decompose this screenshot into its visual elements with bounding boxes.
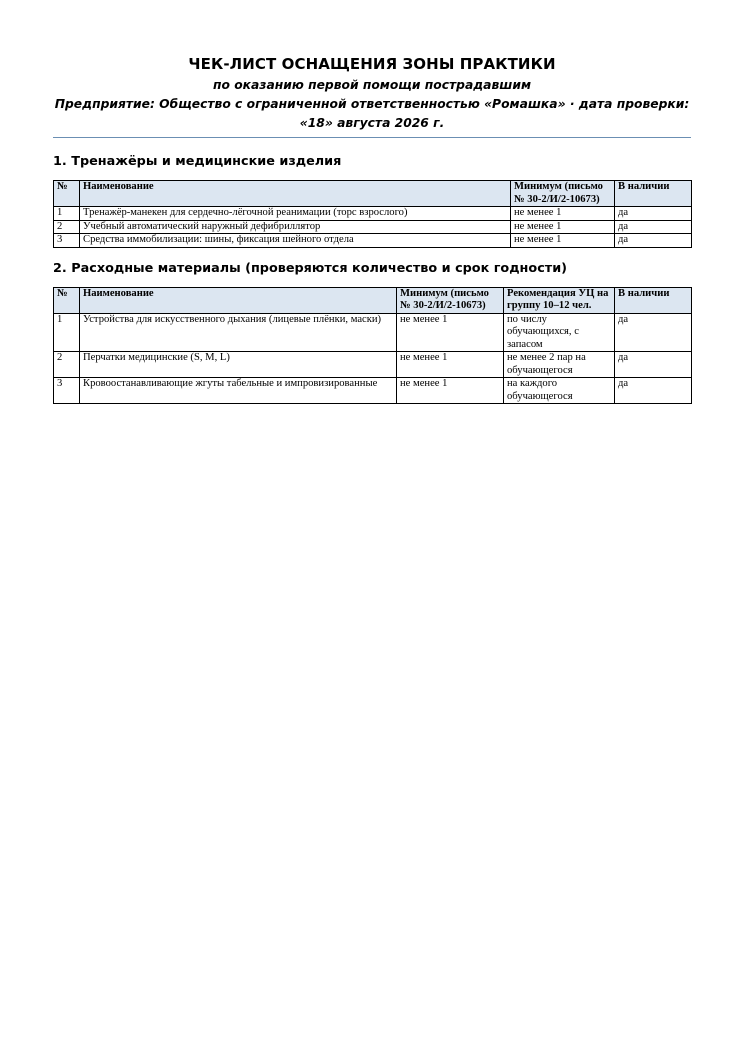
column-header-min: Минимум (письмо № 30-2/И/2-10673) [397, 287, 504, 313]
column-header-num: № [54, 287, 80, 313]
cell-min: не менее 1 [397, 313, 504, 352]
cell-name: Кровоостанавливающие жгуты табельные и импровизированные [80, 378, 397, 404]
section-2-title: 2. Расходные материалы (проверяются количество и срок годности) [53, 260, 568, 276]
column-header-name: Наименование [80, 287, 397, 313]
cell-name: Средства иммобилизации: шины, фиксация шейного отдела [80, 234, 511, 248]
cell-num: 2 [54, 220, 80, 234]
table-header-row [54, 287, 692, 313]
cell-recommendation: по числу обучающихся, с запасом [504, 313, 615, 352]
cell-num: 2 [54, 352, 80, 378]
cell-num: 1 [54, 207, 80, 221]
cell-name: Устройства для искусственного дыхания (лицевые плёнки, маски) [80, 313, 397, 352]
cell-name: Учебный автоматический наружный дефибриллятор [80, 220, 511, 234]
document-header [53, 52, 691, 133]
cell-recommendation: не менее 2 пар на обучающегося [504, 352, 615, 378]
document-title: ЧЕК-ЛИСТ ОСНАЩЕНИЯ ЗОНЫ ПРАКТИКИ [188, 55, 556, 73]
cell-available: да [615, 352, 692, 378]
document-page [53, 52, 691, 404]
cell-name: Перчатки медицинские (S, M, L) [80, 352, 397, 378]
cell-min: не менее 1 [397, 352, 504, 378]
table-header-row [54, 181, 692, 207]
cell-available: да [615, 234, 692, 248]
column-header-num: № [54, 181, 80, 207]
table-row [54, 234, 692, 248]
table-row [54, 378, 692, 404]
column-header-name: Наименование [80, 181, 511, 207]
table-row [54, 313, 692, 352]
column-header-available: В наличии [615, 181, 692, 207]
table-row [54, 220, 692, 234]
column-header-min: Минимум (письмо № 30-2/И/2-10673) [511, 181, 615, 207]
document-subtitle: по оказанию первой помощи пострадавшим [212, 78, 531, 92]
cell-num: 1 [54, 313, 80, 352]
cell-available: да [615, 220, 692, 234]
cell-min: не менее 1 [511, 234, 615, 248]
cell-recommendation: на каждого обучающегося [504, 378, 615, 404]
column-header-recommendation: Рекомендация УЦ на группу 10–12 чел. [504, 287, 615, 313]
cell-available: да [615, 313, 692, 352]
cell-available: да [615, 207, 692, 221]
section-1-title: 1. Тренажёры и медицинские изделия [53, 154, 342, 169]
table-row [54, 207, 692, 221]
column-header-available: В наличии [615, 287, 692, 313]
equipment-table [53, 180, 692, 248]
cell-min: не менее 1 [397, 378, 504, 404]
table-row [54, 352, 692, 378]
cell-available: да [615, 378, 692, 404]
cell-num: 3 [54, 234, 80, 248]
cell-min: не менее 1 [511, 220, 615, 234]
header-divider [53, 137, 691, 138]
organization-line: Предприятие: Общество с ограниченной ответственностью «Ромашка» · дата проверки: «18» августа 2026 г. [54, 97, 690, 130]
cell-num: 3 [54, 378, 80, 404]
consumables-table [53, 287, 692, 405]
cell-min: не менее 1 [511, 207, 615, 221]
cell-name: Тренажёр-манекен для сердечно-лёгочной реанимации (торс взрослого) [80, 207, 511, 221]
